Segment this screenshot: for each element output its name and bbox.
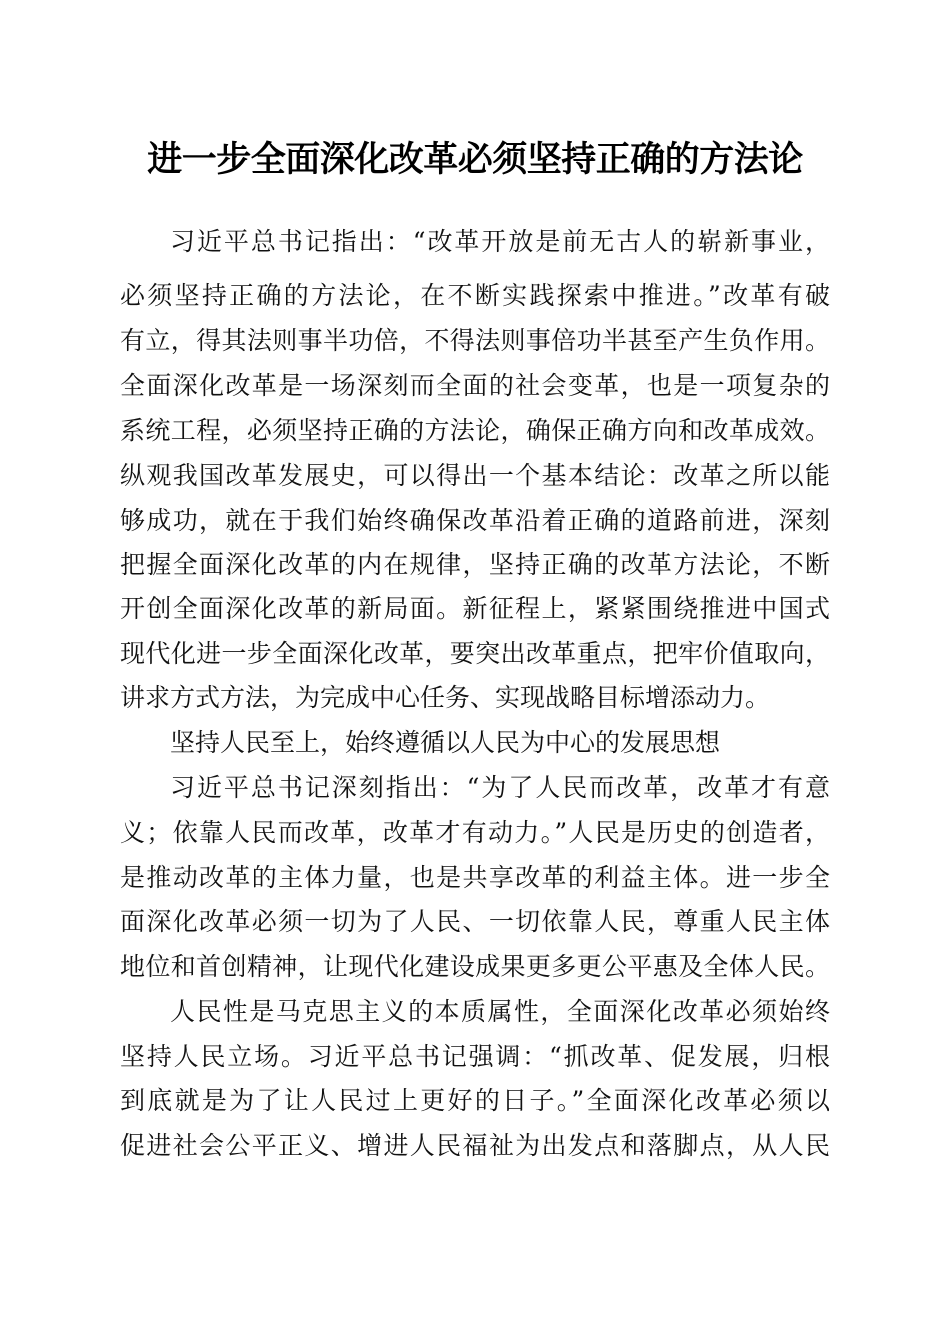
- paragraph-line: 习近平总书记指出：“改革开放是前无古人的崭新事业，: [170, 227, 830, 256]
- paragraph-line: 现代化进一步全面深化改革，要突出改革重点，把牢价值取向，: [120, 639, 830, 668]
- paragraph-line: 够成功，就在于我们始终确保改革沿着正确的道路前进，深刻: [120, 506, 830, 535]
- paragraph-line: 有立，得其法则事半功倍，不得法则事倍功半甚至产生负作用。: [120, 326, 830, 355]
- paragraph-line: 促进社会公平正义、增进人民福祉为出发点和落脚点，从人民: [120, 1131, 830, 1160]
- paragraph-line: 全面深化改革是一场深刻而全面的社会变革，也是一项复杂的: [120, 371, 830, 400]
- paragraph-line: 地位和首创精神，让现代化建设成果更多更公平惠及全体人民。: [120, 952, 830, 981]
- section-heading: 坚持人民至上，始终遵循以人民为中心的发展思想: [170, 728, 721, 757]
- paragraph-line: 面深化改革必须一切为了人民、一切依靠人民，尊重人民主体: [120, 907, 830, 936]
- paragraph-line: 系统工程，必须坚持正确的方法论，确保正确方向和改革成效。: [120, 416, 830, 445]
- paragraph-line: 开创全面深化改革的新局面。新征程上，紧紧围绕推进中国式: [120, 594, 830, 623]
- paragraph-line: 人民性是马克思主义的本质属性，全面深化改革必须始终: [170, 997, 830, 1026]
- paragraph-line: 习近平总书记深刻指出：“为了人民而改革，改革才有意: [170, 773, 830, 802]
- paragraph-line: 坚持人民立场。习近平总书记强调：“抓改革、促发展，归根: [120, 1042, 830, 1071]
- paragraph-line: 必须坚持正确的方法论，在不断实践探索中推进。”改革有破: [120, 281, 830, 310]
- paragraph-line: 把握全面深化改革的内在规律，坚持正确的改革方法论，不断: [120, 550, 830, 579]
- document-title: 进一步全面深化改革必须坚持正确的方法论: [147, 139, 803, 180]
- paragraph-line: 义；依靠人民而改革，改革才有动力。”人民是历史的创造者，: [120, 818, 830, 847]
- paragraph-line: 是推动改革的主体力量，也是共享改革的利益主体。进一步全: [120, 863, 830, 892]
- paragraph-line: 讲求方式方法，为完成中心任务、实现战略目标增添动力。: [120, 683, 771, 712]
- paragraph-line: 纵观我国改革发展史，可以得出一个基本结论：改革之所以能: [120, 461, 830, 490]
- paragraph-line: 到底就是为了让人民过上更好的日子。”全面深化改革必须以: [120, 1086, 830, 1115]
